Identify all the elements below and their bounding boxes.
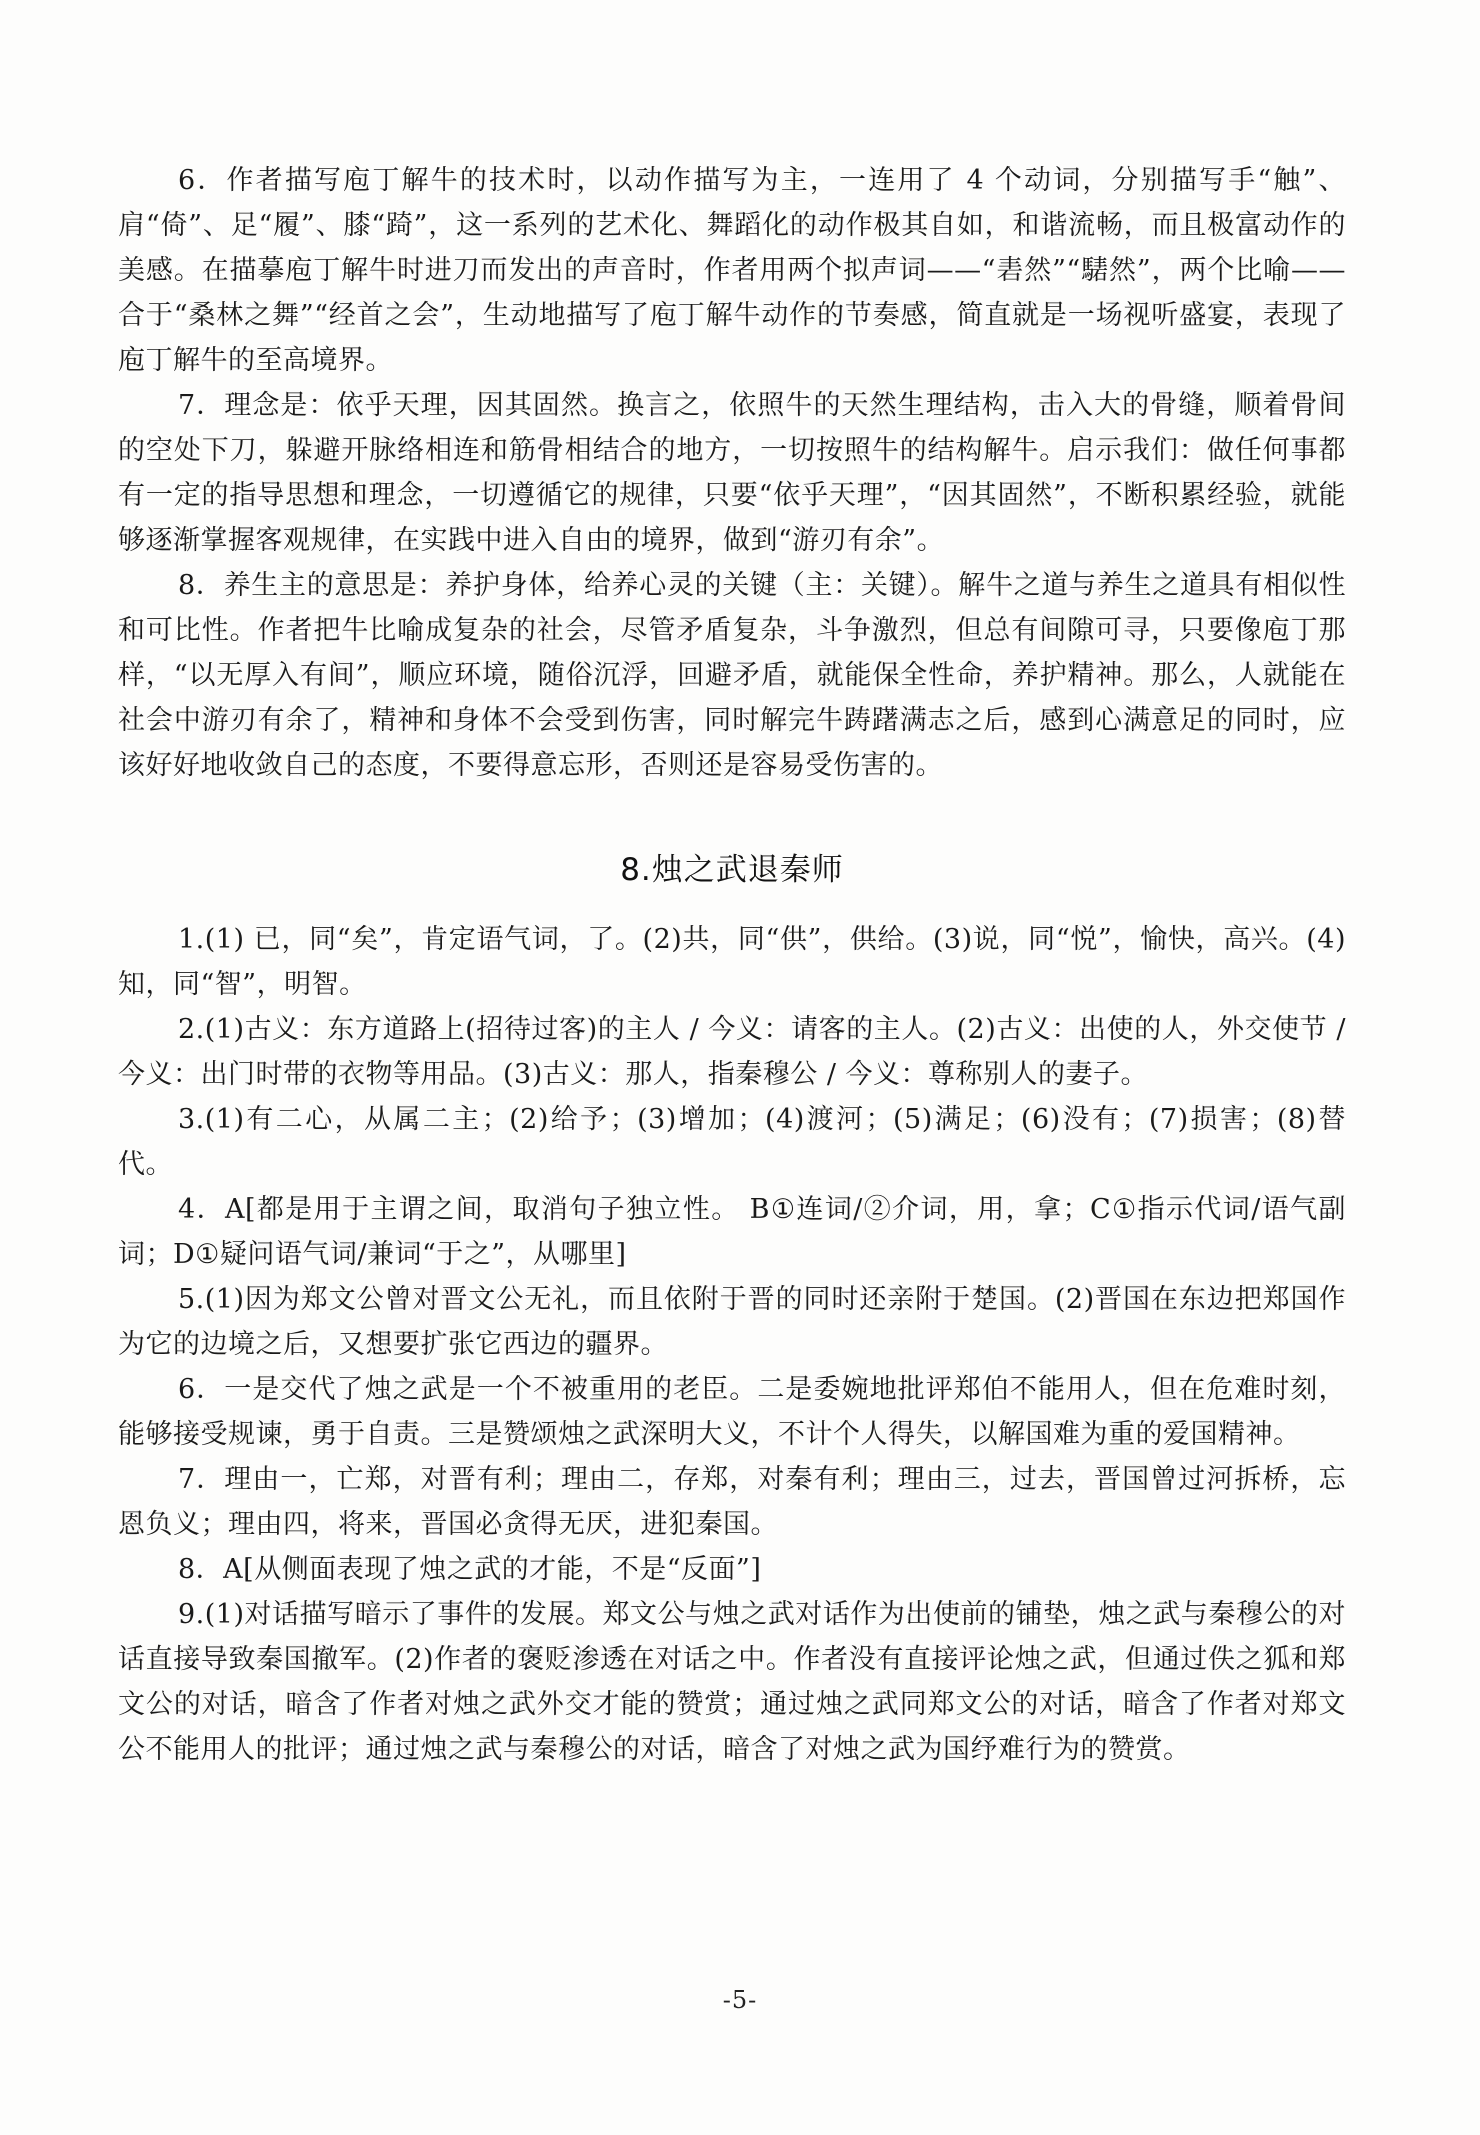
section-answers	[118, 917, 1346, 1772]
previous-section-answers	[118, 158, 1346, 788]
answer-paragraph: 8．A[从侧面表现了烛之武的才能，不是“反面”]	[178, 1554, 762, 1585]
page-content	[118, 158, 1346, 1772]
answer-paragraph: 6．作者描写庖丁解牛的技术时，以动作描写为主，一连用了 4 个动词，分别描写手“触”、肩“倚”、足“履”、膝“踦”，这一系列的艺术化、舞蹈化的动作极其自如，和谐流畅，而且极富动作的美感。在描摹庖丁解牛时进刀而发出的声音时，作者用两个拟声词——“砉然”“騞然”，两个比喻——合于“桑林之舞”“经首之会”，生动地描写了庖丁解牛动作的节奏感，简直就是一场视听盛宴，表现了庖丁解牛的至高境界。	[118, 165, 1346, 376]
section-title: 8.烛之武退秦师	[620, 852, 844, 888]
answer-paragraph: 8．养生主的意思是：养护身体，给养心灵的关键（主：关键）。解牛之道与养生之道具有相似性和可比性。作者把牛比喻成复杂的社会，尽管矛盾复杂，斗争激烈，但总有间隙可寻，只要像庖丁那样，“以无厚入有间”，顺应环境，随俗沉浮，回避矛盾，就能保全性命，养护精神。那么，人就能在社会中游刃有余了，精神和身体不会受到伤害，同时解完牛踌躇满志之后，感到心满意足的同时，应该好好地收敛自己的态度，不要得意忘形，否则还是容易受伤害的。	[118, 570, 1346, 781]
answer-paragraph: 6．一是交代了烛之武是一个不被重用的老臣。二是委婉地批评郑伯不能用人，但在危难时刻，能够接受规谏，勇于自责。三是赞颂烛之武深明大义，不计个人得失，以解国难为重的爱国精神。	[118, 1374, 1346, 1450]
answer-paragraph: 5.(1)因为郑文公曾对晋文公无礼，而且依附于晋的同时还亲附于楚国。(2)晋国在东边把郑国作为它的边境之后，又想要扩张它西边的疆界。	[118, 1284, 1346, 1360]
answer-paragraph: 7．理念是：依乎天理，因其固然。换言之，依照牛的天然生理结构，击入大的骨缝，顺着骨间的空处下刀，躲避开脉络相连和筋骨相结合的地方，一切按照牛的结构解牛。启示我们：做任何事都有一定的指导思想和理念，一切遵循它的规律，只要“依乎天理”，“因其固然”，不断积累经验，就能够逐渐掌握客观规律，在实践中进入自由的境界，做到“游刃有余”。	[118, 390, 1346, 556]
page-number: -5-	[722, 1986, 758, 2014]
answer-paragraph: 9.(1)对话描写暗示了事件的发展。郑文公与烛之武对话作为出使前的铺垫，烛之武与秦穆公的对话直接导致秦国撤军。(2)作者的褒贬渗透在对话之中。作者没有直接评论烛之武，但通过佚之狐和郑文公的对话，暗含了作者对烛之武外交才能的赞赏；通过烛之武同郑文公的对话，暗含了作者对郑文公不能用人的批评；通过烛之武与秦穆公的对话，暗含了对烛之武为国纾难行为的赞赏。	[118, 1599, 1346, 1765]
answer-paragraph: 2.(1)古义：东方道路上(招待过客)的主人 / 今义：请客的主人。(2)古义：出使的人，外交使节 / 今义：出门时带的衣物等用品。(3)古义：那人，指秦穆公 / 今义：尊称别人的妻子。	[118, 1014, 1346, 1090]
answer-paragraph: 7．理由一，亡郑，对晋有利；理由二，存郑，对秦有利；理由三，过去，晋国曾过河拆桥，忘恩负义；理由四，将来，晋国必贪得无厌，进犯秦国。	[118, 1464, 1346, 1540]
answer-paragraph: 1.(1) 已，同“矣”，肯定语气词，了。(2)共，同“供”，供给。(3)说，同“悦”，愉快，高兴。(4)知，同“智”，明智。	[118, 924, 1346, 1000]
answer-paragraph: 4．A[都是用于主谓之间，取消句子独立性。 B①连词/②介词，用，拿；C①指示代词/语气副词；D①疑问语气词/兼词“于之”，从哪里]	[118, 1194, 1346, 1270]
answer-paragraph: 3.(1)有二心，从属二主；(2)给予；(3)增加；(4)渡河；(5)满足；(6)没有；(7)损害；(8)替代。	[118, 1104, 1346, 1180]
